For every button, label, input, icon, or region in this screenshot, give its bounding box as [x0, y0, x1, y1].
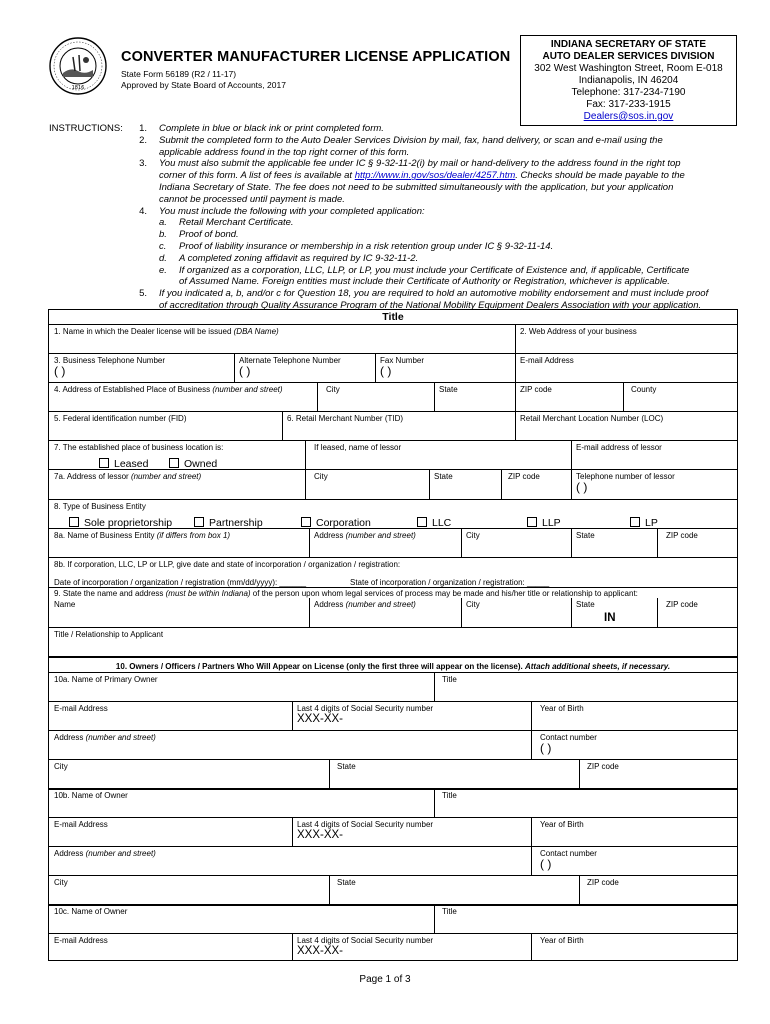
field-agent-city[interactable]: City: [466, 600, 480, 609]
field-entity-city[interactable]: City: [466, 531, 480, 540]
field-business-state[interactable]: State: [439, 385, 458, 394]
field-email-address[interactable]: E-mail Address: [520, 356, 574, 365]
field-location-type-label: 7. The established place of business location is:: [54, 443, 224, 452]
leased-checkbox[interactable]: [99, 458, 109, 468]
approval-note: Approved by State Board of Accounts, 2017: [121, 80, 286, 90]
owned-option[interactable]: Owned: [164, 456, 217, 469]
field-primary-owner-name[interactable]: 10a. Name of Primary Owner: [54, 675, 158, 684]
field-entity-address[interactable]: Address (number and street): [314, 531, 416, 540]
option-lp[interactable]: LP: [625, 515, 658, 528]
instruction-4e: If organized as a corporation, LLC, LLP, or LP, you must include your Certificate of Existence and, if applicable, Certificate: [179, 264, 690, 276]
option-partnership[interactable]: Partnership: [189, 515, 263, 528]
option-corporation[interactable]: Corporation: [296, 515, 371, 528]
field-primary-owner-state[interactable]: State: [337, 762, 356, 771]
field-service-of-process-label: 9. State the name and address (must be within Indiana) of the person upon whom legal services of process may be made and his/her title or relationship to applicant:: [54, 589, 638, 598]
indiana-state-seal: [49, 37, 107, 95]
agency-street: 302 West Washington Street, Room E-018: [534, 63, 723, 74]
agency-line1: INDIANA SECRETARY OF STATE: [550, 39, 707, 50]
field-owner-c-ssn[interactable]: Last 4 digits of Social Security number XXX-XX-: [297, 936, 434, 957]
field-entity-type-label: 8. Type of Business Entity: [54, 502, 146, 511]
field-owner-b-address[interactable]: Address (number and street): [54, 849, 156, 858]
field-owner-c-name[interactable]: 10c. Name of Owner: [54, 907, 128, 916]
field-incorporation-date[interactable]: Date of incorporation / organization / registration (mm/dd/yyyy): ______: [54, 578, 307, 587]
option-sole-proprietorship[interactable]: Sole proprietorship: [64, 515, 172, 528]
instruction-3b-end: . Checks should be made payable to the: [515, 170, 685, 182]
leased-option[interactable]: Leased: [94, 456, 148, 469]
instruction-4c: Proof of liability insurance or membership in a risk retention group under IC § 9-32-11-14.: [179, 240, 554, 252]
instruction-3c: Indiana Secretary of State. The fee does not need to be submitted simultaneously with the application, but your application: [159, 181, 674, 193]
field-fax-number[interactable]: Fax Number ( ): [380, 356, 425, 378]
form-number: State Form 56189 (R2 / 11-17): [121, 69, 237, 79]
field-owner-b-email[interactable]: E-mail Address: [54, 820, 108, 829]
instruction-4e-cont: of Assumed Name. Foreign entities must include their Certificate of Authority or Registration, whichever is applicable.: [179, 276, 670, 288]
agency-email-link[interactable]: Dealers@sos.in.gov: [583, 111, 674, 122]
field-owner-c-email[interactable]: E-mail Address: [54, 936, 108, 945]
agency-line2: AUTO DEALER SERVICES DIVISION: [542, 51, 715, 62]
application-form: [48, 309, 738, 961]
field-lessor-zip[interactable]: ZIP code: [508, 472, 540, 481]
section-1-title: Title: [49, 311, 737, 323]
partnership-checkbox[interactable]: [194, 517, 204, 527]
field-incorporation-state[interactable]: State of incorporation / organization / registration: _____: [350, 578, 550, 587]
instruction-1: Complete in blue or black ink or print completed form.: [159, 123, 384, 134]
field-business-phone[interactable]: 3. Business Telephone Number ( ): [54, 356, 166, 378]
instruction-3b: corner of this form. A list of fees is available at: [159, 170, 355, 182]
field-lessor-city[interactable]: City: [314, 472, 328, 481]
field-entity-zip[interactable]: ZIP code: [666, 531, 698, 540]
field-owner-b-city[interactable]: City: [54, 878, 68, 887]
field-primary-owner-yob[interactable]: Year of Birth: [540, 704, 584, 713]
field-primary-owner-ssn[interactable]: Last 4 digits of Social Security number XXX-XX-: [297, 704, 434, 725]
agency-city: Indianapolis, IN 46204: [578, 75, 679, 86]
field-primary-owner-contact[interactable]: Contact number ( ): [540, 733, 597, 755]
field-business-county[interactable]: County: [631, 385, 657, 394]
field-owner-b-contact[interactable]: Contact number ( ): [540, 849, 597, 871]
field-fid[interactable]: 5. Federal identification number (FID): [54, 414, 187, 423]
field-primary-owner-address[interactable]: Address (number and street): [54, 733, 156, 742]
field-agent-state[interactable]: State IN: [576, 600, 616, 624]
field-business-zip[interactable]: ZIP code: [520, 385, 552, 394]
fee-list-link[interactable]: http://www.in.gov/sos/dealer/4257.htm: [354, 170, 516, 182]
instruction-3d: cannot be processed until payment is made.: [159, 193, 345, 205]
field-owner-c-yob[interactable]: Year of Birth: [540, 936, 584, 945]
llc-checkbox[interactable]: [417, 517, 427, 527]
agent-state-value: IN: [604, 612, 616, 624]
field-primary-owner-email[interactable]: E-mail Address: [54, 704, 108, 713]
instruction-4: You must include the following with your completed application:: [159, 205, 425, 217]
instruction-5b: of accreditation through Quality Assurance Program of the National Mobility Equipment Dealers Association with your application.: [159, 299, 702, 311]
llp-checkbox[interactable]: [527, 517, 537, 527]
field-owner-b-yob[interactable]: Year of Birth: [540, 820, 584, 829]
form-title: CONVERTER MANUFACTURER LICENSE APPLICATION: [121, 49, 511, 65]
field-lessor-state[interactable]: State: [434, 472, 453, 481]
field-primary-owner-title[interactable]: Title: [442, 675, 457, 684]
instruction-2b: applicable address found in the top right corner of this form.: [159, 146, 410, 158]
field-web-address[interactable]: 2. Web Address of your business: [520, 327, 637, 336]
field-agent-title[interactable]: Title / Relationship to Applicant: [54, 630, 164, 639]
field-loc[interactable]: Retail Merchant Location Number (LOC): [520, 414, 664, 423]
agency-fax: Fax: 317-233-1915: [586, 99, 671, 110]
field-lessor-phone[interactable]: Telephone number of lessor ( ): [576, 472, 675, 494]
field-owner-b-name[interactable]: 10b. Name of Owner: [54, 791, 128, 800]
lp-checkbox[interactable]: [630, 517, 640, 527]
owned-checkbox[interactable]: [169, 458, 179, 468]
field-agent-zip[interactable]: ZIP code: [666, 600, 698, 609]
instruction-4a: Retail Merchant Certificate.: [179, 217, 294, 229]
field-owner-b-state[interactable]: State: [337, 878, 356, 887]
field-owner-b-zip[interactable]: ZIP code: [587, 878, 619, 887]
agency-phone: Telephone: 317-234-7190: [571, 87, 686, 98]
instructions-label: INSTRUCTIONS:: [49, 123, 123, 134]
instruction-3a: You must also submit the applicable fee under IC § 9-32-11-2(i) by mail or hand-delivery to the address found in the right top: [159, 158, 681, 170]
field-tid[interactable]: 6. Retail Merchant Number (TID): [287, 414, 404, 423]
instruction-4b: Proof of bond.: [179, 229, 239, 241]
svg-text:1816: 1816: [71, 85, 85, 91]
field-business-address[interactable]: 4. Address of Established Place of Business (number and street): [54, 385, 283, 394]
page-number: Page 1 of 3: [359, 974, 411, 985]
field-business-city[interactable]: City: [326, 385, 340, 394]
option-llp[interactable]: LLP: [522, 515, 561, 528]
field-agent-address[interactable]: Address (number and street): [314, 600, 416, 609]
instruction-4d: A completed zoning affidavit as required by IC 9-32-11-2.: [179, 252, 419, 264]
field-lessor-address[interactable]: 7a. Address of lessor (number and street): [54, 472, 202, 481]
sole-checkbox[interactable]: [69, 517, 79, 527]
field-primary-owner-zip[interactable]: ZIP code: [587, 762, 619, 771]
field-alternate-phone[interactable]: Alternate Telephone Number ( ): [239, 356, 341, 378]
instruction-2a: Submit the completed form to the Auto Dealer Services Division by mail, fax, hand delivery, or scan and e-mail using the: [159, 134, 663, 146]
field-primary-owner-city[interactable]: City: [54, 762, 68, 771]
field-dba-name[interactable]: 1. Name in which the Dealer license will be issued (DBA Name): [54, 327, 279, 336]
owners-section-heading: 10. Owners / Officers / Partners Who Will Appear on License (only the first three will appear on the license). Attach additional sheets, if necessary.: [115, 662, 671, 671]
option-llc[interactable]: LLC: [412, 515, 451, 528]
field-entity-name[interactable]: 8a. Name of Business Entity (if differs from box 1): [54, 531, 231, 540]
field-entity-state[interactable]: State: [576, 531, 595, 540]
field-lessor-email[interactable]: E-mail address of lessor: [576, 443, 662, 452]
field-owner-b-title[interactable]: Title: [442, 791, 457, 800]
agency-address-box: [520, 35, 737, 126]
corporation-checkbox[interactable]: [301, 517, 311, 527]
field-agent-name[interactable]: Name: [54, 600, 76, 609]
field-owner-b-ssn[interactable]: Last 4 digits of Social Security number XXX-XX-: [297, 820, 434, 841]
field-lessor-name[interactable]: If leased, name of lessor: [314, 443, 402, 452]
field-owner-c-title[interactable]: Title: [442, 907, 457, 916]
field-incorporation-label: 8b. If corporation, LLC, LP or LLP, give date and state of incorporation / organization / registration:: [54, 560, 401, 569]
instruction-5a: If you indicated a, b, and/or c for Question 18, you are required to hold an automotive mobility endorsement and must include proof: [159, 288, 709, 300]
